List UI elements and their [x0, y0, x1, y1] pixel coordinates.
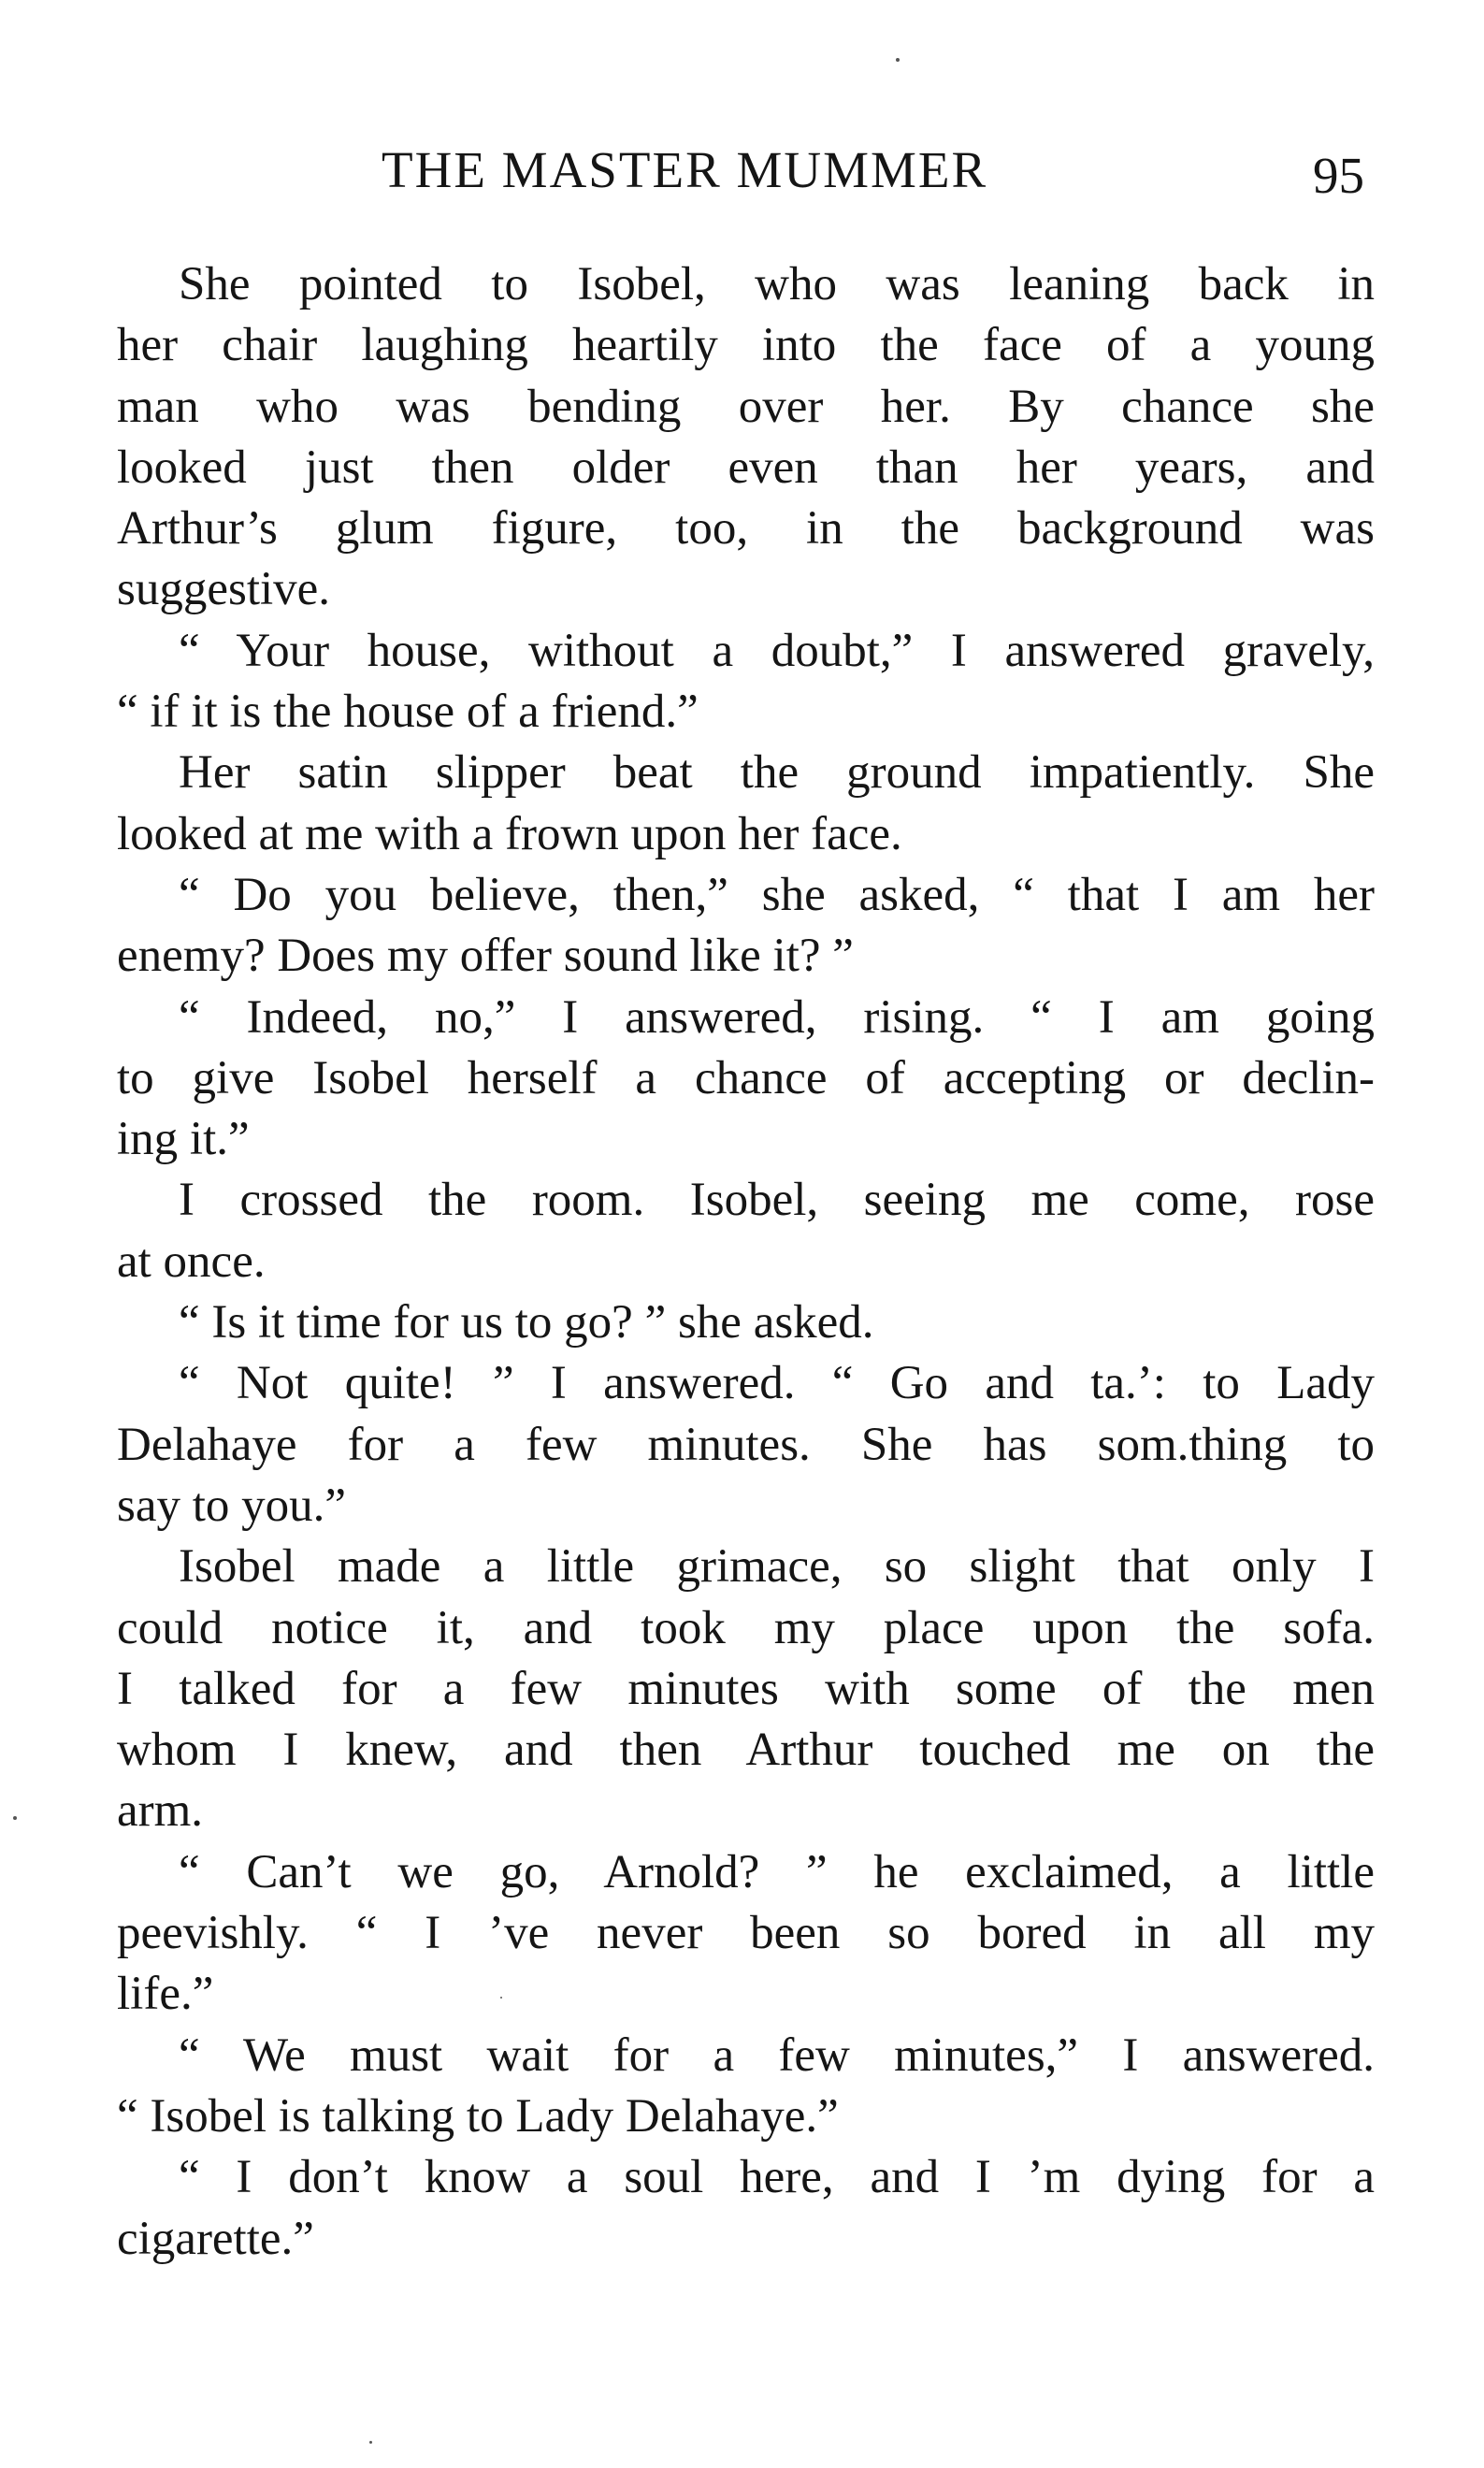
- text-line: Delahaye for a few minutes. She has som.thing to: [117, 1418, 1375, 1471]
- body-text: [117, 254, 1375, 2270]
- page-number: 95: [1313, 147, 1364, 204]
- text-line: “ Indeed, no,” I answered, rising. “ I am going: [179, 990, 1375, 1044]
- scan-speck: [500, 1997, 502, 1999]
- text-line: at once.: [117, 1234, 266, 1288]
- text-line: I talked for a few minutes with some of the men: [117, 1662, 1375, 1715]
- text-line: arm.: [117, 1784, 204, 1838]
- text-line: “ Is it time for us to go? ” she asked.: [179, 1296, 874, 1349]
- scan-speck: [369, 2441, 372, 2444]
- text-line: Arthur’s glum figure, too, in the background was: [117, 502, 1375, 556]
- text-line: “ I don’t know a soul here, and I ’m dying for a: [179, 2151, 1375, 2204]
- scan-speck: [896, 58, 900, 62]
- text-line: “ Your house, without a doubt,” I answered gravely,: [179, 624, 1375, 677]
- text-line: to give Isobel herself a chance of accepting or declin-: [117, 1051, 1375, 1104]
- text-line: “ We must wait for a few minutes,” I answered.: [179, 2028, 1375, 2082]
- text-line: looked at me with a frown upon her face.: [117, 807, 902, 860]
- text-line: Isobel made a little grimace, so slight that only I: [179, 1540, 1375, 1594]
- text-line: “ if it is the house of a friend.”: [117, 686, 699, 739]
- text-line: “ Can’t we go, Arnold? ” he exclaimed, a little: [179, 1845, 1375, 1898]
- text-line: peevishly. “ I ’ve never been so bored in all my: [117, 1907, 1375, 1960]
- text-line: “ Not quite! ” I answered. “ Go and ta.’: to Lady: [179, 1357, 1375, 1410]
- scan-speck: [13, 1816, 17, 1820]
- text-line: “ Isobel is talking to Lady Delahaye.”: [117, 2089, 839, 2143]
- text-line: life.”: [117, 1968, 214, 2021]
- text-line: “ Do you believe, then,” she asked, “ that I am her: [179, 868, 1375, 921]
- text-line: enemy? Does my offer sound like it? ”: [117, 930, 854, 983]
- text-line: looked just then older even than her years, and: [117, 440, 1375, 494]
- text-line: her chair laughing heartily into the face of a young: [117, 319, 1375, 372]
- text-line: ing it.”: [117, 1113, 250, 1166]
- text-line: could notice it, and took my place upon the sofa.: [117, 1601, 1375, 1654]
- running-title: THE MASTER MUMMER: [382, 141, 988, 198]
- text-line: whom I knew, and then Arthur touched me on the: [117, 1724, 1375, 1777]
- text-line: Her satin slipper beat the ground impatiently. She: [179, 746, 1375, 800]
- text-line: say to you.”: [117, 1479, 347, 1532]
- text-line: suggestive.: [117, 563, 331, 616]
- text-line: man who was bending over her. By chance she: [117, 380, 1375, 433]
- text-line: I crossed the room. Isobel, seeing me come, rose: [179, 1174, 1375, 1227]
- text-line: cigarette.”: [117, 2212, 314, 2265]
- text-line: She pointed to Isobel, who was leaning back in: [179, 258, 1375, 310]
- running-head: [0, 133, 1484, 208]
